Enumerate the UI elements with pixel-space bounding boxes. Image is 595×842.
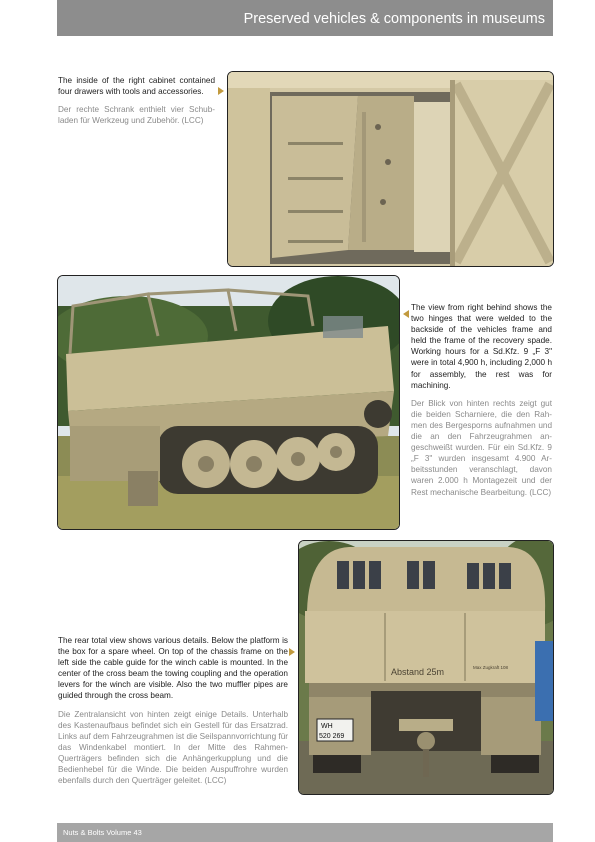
photo-halftrack-rear-right	[57, 275, 400, 530]
caption-rear-right	[411, 302, 552, 498]
photo-cabinet-interior	[227, 71, 554, 267]
page-footer	[57, 823, 553, 842]
plate-top: WH	[321, 723, 333, 730]
caption-rear-total-german: Die Zentralansicht von hinten zeigt einige Details. Unterhalb des Kastenaufbaus befindet sich ein Gestell für das Ersatzrad. Links auf dem Fahrzeugrahmen ist die Seilspannvorrichtung für das Windenkabel montiert. In der Mitte des Rahmen-Querträgers befinden sich die Anhängerkupplung und die Bedienhebel für die Winde. Die beiden Auspuffrohre wurden ebenfalls durch den Querträger geleitet. (LCC)	[58, 709, 288, 786]
page-title: Preserved vehicles & components in museums	[243, 11, 545, 27]
arrow-right-icon	[218, 87, 224, 95]
caption-rear-right-english: The view from right behind shows the two hinges that were welded to the backside of the vehicles frame and held the frame of the recovery spade. Working hours for a Sd.Kfz. 9 „F 3" were in total 4,900 h, including 2,000 h for assembly, the rest was for machining.	[411, 303, 552, 390]
caption-cabinet-english: The inside of the right cabinet contained four drawers with tools and accessories.	[58, 76, 215, 97]
caption-rear-total	[58, 635, 288, 786]
arrow-right-icon	[289, 648, 295, 656]
plate-bottom: 520 269	[319, 733, 345, 740]
stencil-load: Max Zugkraft 108	[473, 665, 509, 670]
caption-rear-right-german: Der Blick von hinten rechts zeigt gut die beiden Scharniere, die den Rahmen des Bergesporns aufnahmen und die an den Fahrzeugrahmen angeschweißt wurden. Für ein Sd.Kfz. 9 „F 3" wurden insgesamt 4.900 Arbeitsstunden veranschlagt, davon waren 2.000 h Montagezeit und der Rest mechanische Bearbeitung. (LCC)	[411, 398, 552, 497]
caption-rear-total-english: The rear total view shows various details. Below the platform is the box for a spare wheel. On top of the chassis frame on the left side the cable guide for the winch cable is mounted. In the center of the cross beam the towing coupling and the operation levers for the winch are visible. Also the two muffler pipes are guided through the cross beam.	[58, 636, 288, 701]
caption-cabinet	[58, 75, 215, 126]
page-header	[57, 0, 553, 36]
arrow-left-icon	[403, 310, 409, 318]
stencil-distance: Abstand 25m	[391, 667, 445, 677]
caption-cabinet-german: Der rechte Schrank enthielt vier Schubladen für Werkzeug und Zubehör. (LCC)	[58, 105, 215, 126]
footer-volume: Nuts & Bolts Volume 43	[63, 828, 142, 837]
photo-rear-total-view	[298, 540, 554, 795]
